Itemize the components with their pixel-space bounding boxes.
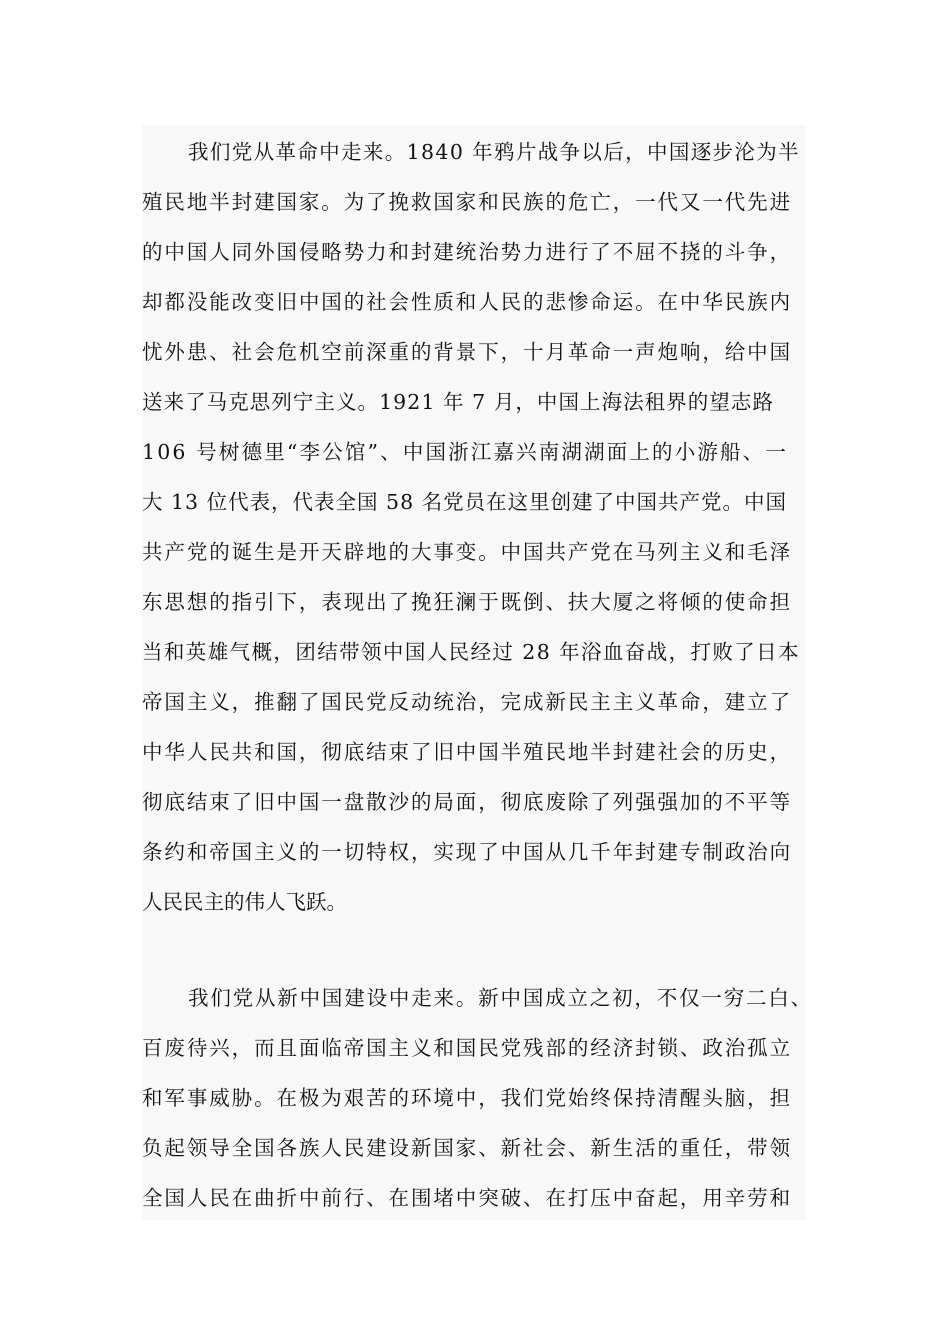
text-line: 条约和帝国主义的一切特权，实现了中国从几千年封建专制政治向 — [142, 840, 792, 864]
text-line: 却都没能改变旧中国的社会性质和人民的悲惨命运。在中华民族内 — [142, 290, 792, 314]
paragraph-construction — [142, 944, 813, 1220]
text-line: 东思想的指引下，表现出了挽狂澜于既倒、扶大厦之将倾的使命担 — [142, 590, 792, 614]
text-line: 大 13 位代表，代表全国 58 名党员在这里创建了中国共产党。中国 — [142, 490, 787, 514]
text-line: 殖民地半封建国家。为了挽救国家和民族的危亡，一代又一代先进 — [142, 190, 792, 214]
text-line: 我们党从革命中走来。1840 年鸦片战争以后，中国逐步沦为半 — [188, 140, 800, 164]
text-line: 我们党从新中国建设中走来。新中国成立之初，不仅一穷二白、 — [188, 986, 813, 1010]
text-line: 共产党的诞生是开天辟地的大事变。中国共产党在马列主义和毛泽 — [142, 540, 792, 564]
text-line: 送来了马克思列宁主义。1921 年 7 月，中国上海法租界的望志路 — [142, 390, 774, 414]
paragraph-revolution — [142, 125, 806, 944]
text-line: 的中国人同外国侵略势力和封建统治势力进行了不屈不挠的斗争， — [142, 240, 792, 264]
text-line: 百废待兴，而且面临帝国主义和国民党残部的经济封锁、政治孤立 — [142, 1036, 792, 1060]
text-line: 帝国主义，推翻了国民党反动统治，完成新民主主义革命，建立了 — [142, 690, 792, 714]
text-line: 当和英雄气概，团结带领中国人民经过 28 年浴血奋战，打败了日本 — [142, 640, 800, 664]
text-line: 中华人民共和国，彻底结束了旧中国半殖民地半封建社会的历史， — [142, 740, 792, 764]
text-line: 忧外患、社会危机空前深重的背景下，十月革命一声炮响，给中国 — [142, 340, 792, 364]
text-line: 106 号树德里“李公馆”、中国浙江嘉兴南湖湖面上的小游船、一 — [142, 440, 788, 464]
text-line: 彻底结束了旧中国一盘散沙的局面，彻底废除了列强强加的不平等 — [142, 790, 792, 814]
text-line: 负起领导全国各族人民建设新国家、新社会、新生活的重任，带领 — [142, 1136, 792, 1160]
text-line: 和军事威胁。在极为艰苦的环境中，我们党始终保持清醒头脑，担 — [142, 1086, 792, 1110]
text-line: 人民民主的伟人飞跃。 — [142, 890, 347, 914]
text-line: 全国人民在曲折中前行、在围堵中突破、在打压中奋起，用辛劳和 — [142, 1186, 792, 1210]
